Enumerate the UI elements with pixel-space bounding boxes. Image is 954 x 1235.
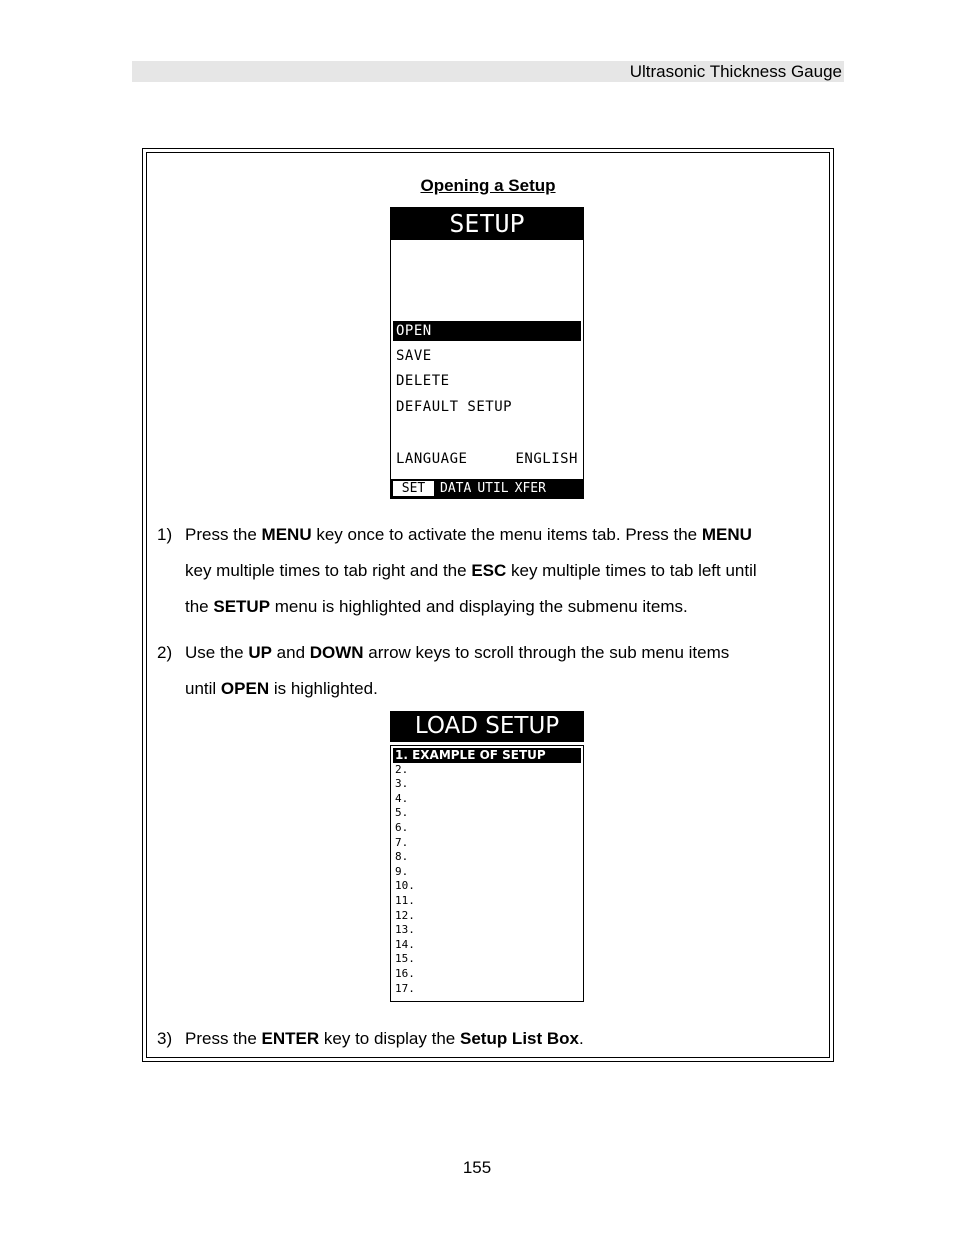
text-run: key multiple times to tab right and the (185, 561, 472, 580)
key-term: Setup List Box (459, 1029, 579, 1048)
setup-list-item[interactable]: 5. (395, 806, 409, 820)
text-run: Press the (185, 1029, 262, 1048)
setup-list-item[interactable]: 8. (395, 850, 409, 864)
key-term: ESC (471, 561, 507, 580)
tab-set[interactable]: SET (392, 480, 435, 497)
setup-list-item[interactable]: 14. (395, 937, 415, 951)
setup-list-item[interactable]: 9. (395, 864, 409, 878)
key-term: SETUP (213, 597, 271, 616)
key-term: UP (248, 643, 272, 662)
text-run: until (185, 679, 221, 698)
key-term: ENTER (261, 1029, 320, 1048)
load-setup-title: LOAD SETUP (390, 711, 584, 742)
section-title: Opening a Setup (420, 176, 556, 195)
key-term: OPEN (220, 679, 270, 698)
step-line (185, 671, 378, 707)
step-number: 1) (157, 525, 173, 544)
text-run: Press the (185, 525, 262, 544)
language-label: LANGUAGE (396, 451, 468, 467)
setup-list-item[interactable]: 16. (395, 967, 415, 980)
setup-options-screen (390, 207, 584, 499)
setup-list-item[interactable]: 10. (395, 879, 415, 893)
menu-item-save[interactable]: SAVE (396, 348, 432, 364)
key-term: MENU (701, 525, 752, 544)
step-1 (157, 517, 827, 627)
step-line (185, 553, 757, 589)
step-number: 3) (157, 1029, 173, 1048)
menu-item-default-setup[interactable]: DEFAULT SETUP (396, 399, 513, 415)
text-run: menu is highlighted and displaying the submenu items. (270, 597, 688, 616)
text-run: key multiple times to tab left until (506, 561, 757, 580)
step-2 (157, 635, 827, 709)
tab-util[interactable]: UTIL (477, 481, 509, 496)
setup-list-item[interactable]: 11. (395, 894, 415, 907)
setup-list-item[interactable]: 7. (395, 835, 409, 849)
text-run: the (185, 597, 214, 616)
text-run: . (579, 1029, 584, 1048)
step-line (185, 1021, 584, 1057)
setup-list-item[interactable]: 4. (395, 791, 409, 805)
text-run: Use the (185, 643, 249, 662)
running-header (132, 61, 844, 82)
setup-list-item[interactable]: 15. (395, 952, 415, 966)
header-title: Ultrasonic Thickness Gauge (629, 62, 842, 81)
page-number: 155 (462, 1158, 492, 1177)
setup-list-item[interactable]: 2. (395, 762, 409, 776)
content-frame (142, 148, 834, 1062)
setup-list-item[interactable]: 17. (395, 981, 415, 995)
step-3 (157, 1021, 827, 1057)
step-line (185, 589, 688, 625)
text-run: key to display the (319, 1029, 460, 1048)
step-line (185, 635, 729, 671)
language-setting[interactable] (396, 449, 578, 469)
menu-item-open[interactable]: OPEN (393, 321, 581, 341)
text-run: arrow keys to scroll through the sub menu items (363, 643, 730, 662)
menu-tab-bar (391, 479, 583, 498)
screen-title: SETUP OPTIONS (391, 208, 583, 240)
key-term: DOWN (309, 643, 364, 662)
text-run: key once to activate the menu items tab. Press the (311, 525, 702, 544)
step-line (185, 517, 752, 553)
menu-item-delete[interactable]: DELETE (396, 373, 450, 389)
setup-list-item[interactable]: 6. (395, 821, 409, 834)
step-number: 2) (157, 643, 173, 662)
language-value: ENGLISH (515, 451, 578, 467)
tab-xfer[interactable]: XFER (514, 481, 546, 496)
key-term: MENU (261, 525, 312, 544)
setup-list-item[interactable]: 12. (395, 908, 415, 922)
text-run: and (271, 643, 310, 662)
tab-data[interactable]: DATA (440, 481, 472, 496)
setup-list-item[interactable]: 3. (395, 777, 409, 791)
setup-list-box (390, 745, 584, 1002)
text-run: is highlighted. (269, 679, 378, 698)
setup-list-item[interactable]: 13. (395, 923, 415, 937)
setup-list-item[interactable]: 1. EXAMPLE OF SETUP (393, 748, 581, 763)
